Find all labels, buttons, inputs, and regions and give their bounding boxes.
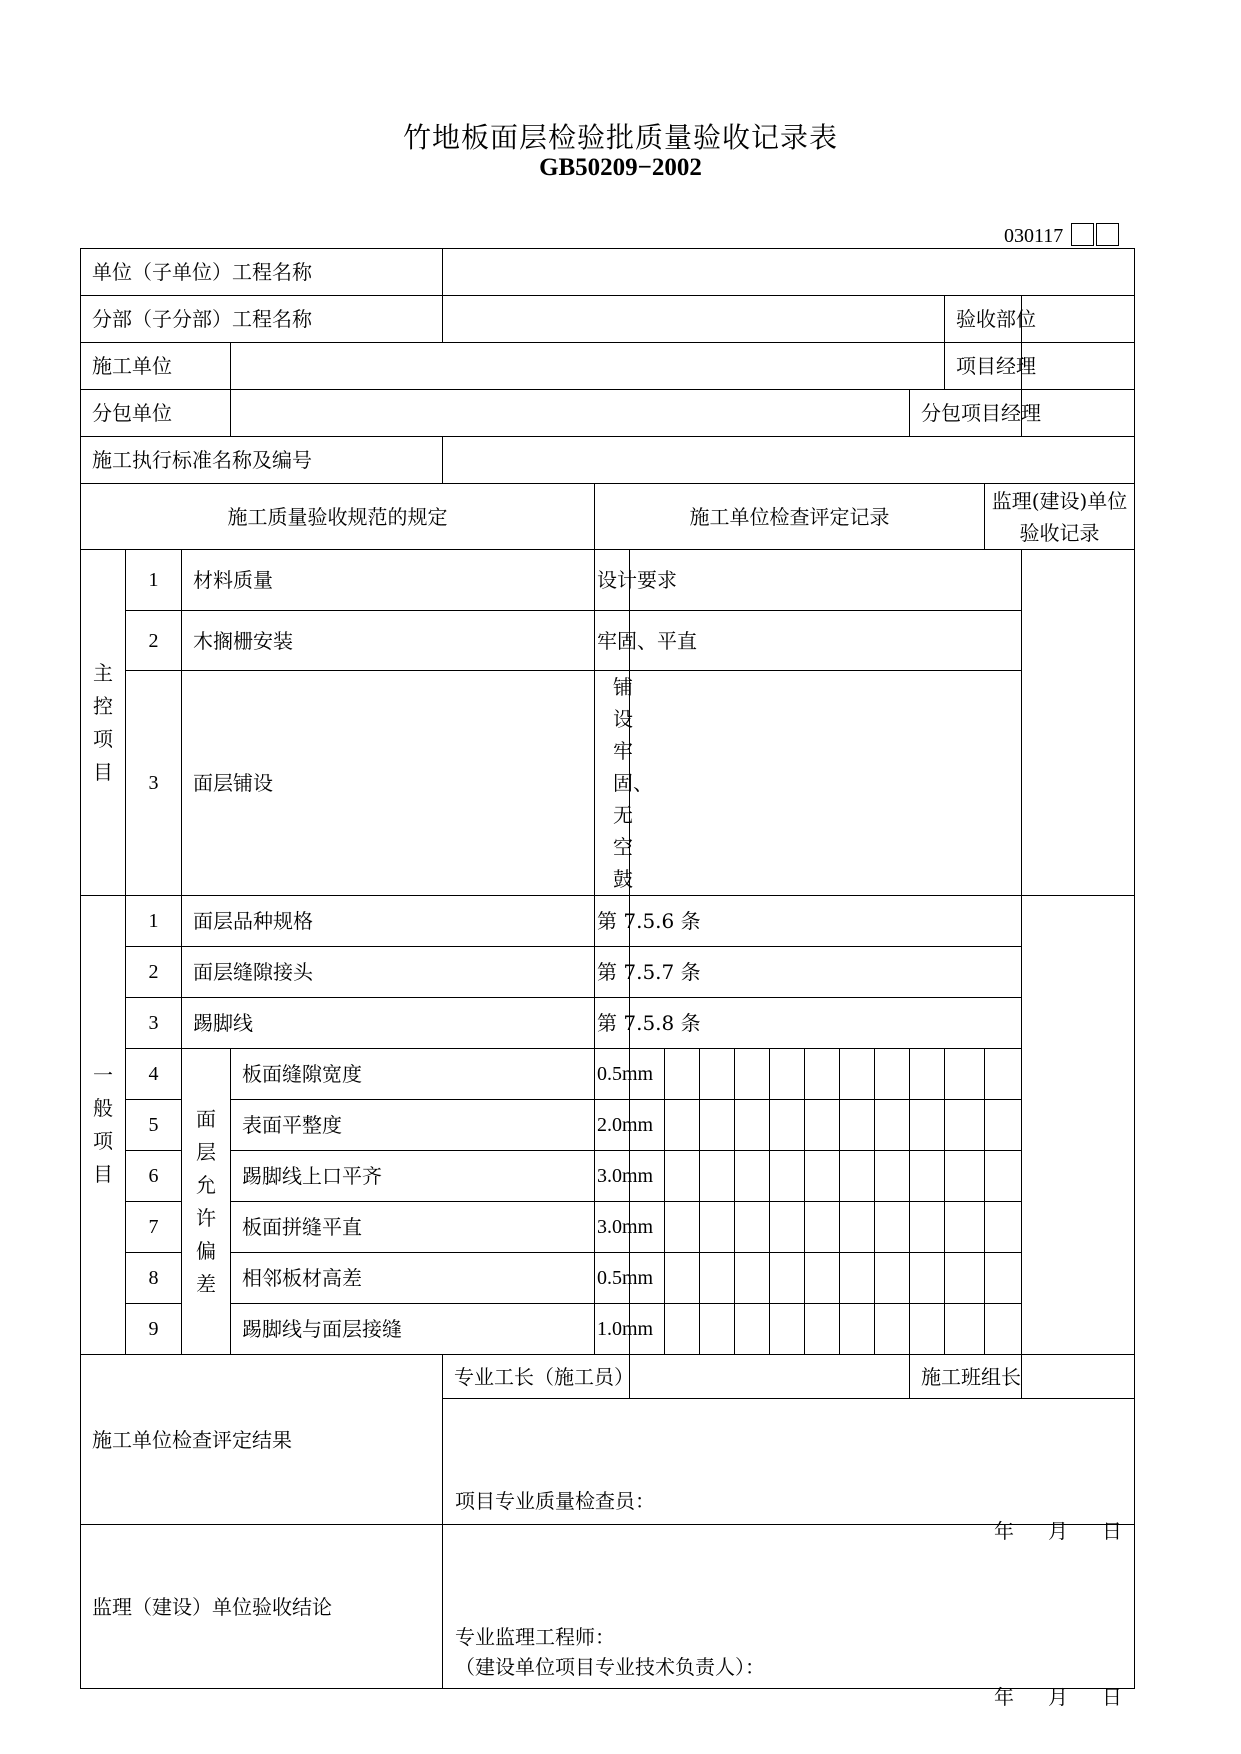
measure-cell[interactable] <box>875 1151 910 1202</box>
subcontract-manager-label: 分包项目经理 <box>910 390 1022 437</box>
tolerance-label: 面层允许偏差 <box>196 1106 216 1296</box>
main-item-1-record[interactable] <box>630 550 1022 611</box>
conclusion-month: 月 <box>1048 1685 1069 1709</box>
measure-cell[interactable] <box>700 1100 735 1151</box>
tolerance-item-8-req: 0.5mm <box>595 1253 630 1304</box>
form-code: 030117 <box>1004 225 1064 247</box>
measure-cell[interactable] <box>945 1202 985 1253</box>
measure-cell[interactable] <box>875 1304 910 1355</box>
measure-cell[interactable] <box>985 1304 1022 1355</box>
general-item-2-req: 第 7.5.7 条 <box>595 947 630 998</box>
engineer-label: 专业监理工程师： <box>455 1625 615 1649</box>
measure-cell[interactable] <box>945 1304 985 1355</box>
measure-cell[interactable] <box>735 1100 770 1151</box>
measure-cell[interactable] <box>770 1049 805 1100</box>
measure-cell[interactable] <box>840 1151 875 1202</box>
measure-cell[interactable] <box>945 1049 985 1100</box>
tolerance-item-6-name: 踢脚线上口平齐 <box>231 1151 595 1202</box>
measure-cell[interactable] <box>735 1304 770 1355</box>
conclusion-label: 监理（建设）单位验收结论 <box>81 1525 443 1689</box>
general-item-1-req: 第 7.5.6 条 <box>595 896 630 947</box>
measure-cell[interactable] <box>985 1151 1022 1202</box>
measure-cell[interactable] <box>840 1049 875 1100</box>
measure-cell[interactable] <box>770 1202 805 1253</box>
measure-cell[interactable] <box>840 1253 875 1304</box>
main-item-1-no: 1 <box>126 550 182 611</box>
measure-cell[interactable] <box>665 1202 700 1253</box>
tolerance-label-cell <box>182 1049 231 1355</box>
measure-cell[interactable] <box>945 1100 985 1151</box>
main-item-2-req: 牢固、平直 <box>595 611 630 671</box>
tolerance-item-7-no: 7 <box>126 1202 182 1253</box>
measure-cell[interactable] <box>840 1202 875 1253</box>
construction-unit-label: 施工单位 <box>81 343 231 390</box>
main-item-3-name: 面层铺设 <box>182 671 595 896</box>
main-item-1-req: 设计要求 <box>595 550 630 611</box>
tolerance-item-5-name: 表面平整度 <box>231 1100 595 1151</box>
measure-cell[interactable] <box>700 1151 735 1202</box>
measure-cell[interactable] <box>735 1253 770 1304</box>
measure-cell[interactable] <box>805 1100 840 1151</box>
measure-cell[interactable] <box>735 1049 770 1100</box>
spec-column-header: 施工质量验收规范的规定 <box>81 484 595 550</box>
measure-cell[interactable] <box>665 1100 700 1151</box>
measure-cell[interactable] <box>985 1202 1022 1253</box>
tolerance-item-4-name: 板面缝隙宽度 <box>231 1049 595 1100</box>
main-item-1-name: 材料质量 <box>182 550 595 611</box>
conclusion-signature-area[interactable] <box>443 1525 1135 1709</box>
unit-project-value[interactable] <box>443 249 1135 296</box>
measure-cell[interactable] <box>910 1304 945 1355</box>
general-label: 一般项目 <box>93 1063 113 1186</box>
measure-cell[interactable] <box>805 1253 840 1304</box>
measure-cell[interactable] <box>875 1202 910 1253</box>
form-number-box-2[interactable] <box>1096 223 1119 246</box>
tolerance-item-4-no: 4 <box>126 1049 182 1100</box>
measure-cell[interactable] <box>910 1253 945 1304</box>
form-number-box-1[interactable] <box>1071 223 1094 246</box>
tolerance-item-8-name: 相邻板材高差 <box>231 1253 595 1304</box>
team-leader-label: 施工班组长 <box>910 1355 1022 1399</box>
measure-cell[interactable] <box>700 1304 735 1355</box>
main-control-label-cell <box>81 550 126 896</box>
check-record-column-header: 施工单位检查评定记录 <box>595 484 985 550</box>
foreman-value[interactable] <box>630 1355 910 1399</box>
measure-cell[interactable] <box>910 1100 945 1151</box>
main-item-3-record[interactable] <box>630 671 1022 896</box>
standard-code: GB50209−2002 <box>539 154 702 181</box>
standard-value[interactable] <box>443 437 1135 484</box>
measure-cell[interactable] <box>910 1202 945 1253</box>
subcontract-unit-value[interactable] <box>231 390 910 437</box>
tolerance-item-6-req: 3.0mm <box>595 1151 630 1202</box>
team-leader-value[interactable] <box>1022 1355 1135 1399</box>
foreman-label: 专业工长（施工员） <box>443 1355 630 1399</box>
measure-cell[interactable] <box>700 1202 735 1253</box>
measure-cell[interactable] <box>875 1100 910 1151</box>
general-item-3-name: 踢脚线 <box>182 998 595 1049</box>
standard-label: 施工执行标准名称及编号 <box>81 437 443 484</box>
measure-cell[interactable] <box>985 1253 1022 1304</box>
tolerance-item-5-no: 5 <box>126 1100 182 1151</box>
subcontract-unit-label: 分包单位 <box>81 390 231 437</box>
main-item-3-req: 铺设牢固、无空鼓 <box>595 671 630 896</box>
measure-cell[interactable] <box>875 1049 910 1100</box>
conclusion-day: 日 <box>1102 1685 1123 1709</box>
measure-cell[interactable] <box>700 1253 735 1304</box>
tolerance-item-9-name: 踢脚线与面层接缝 <box>231 1304 595 1355</box>
form-title: 竹地板面层检验批质量验收记录表 <box>402 121 838 154</box>
general-item-2-no: 2 <box>126 947 182 998</box>
inspector-label: 项目专业质量检查员： <box>455 1489 655 1513</box>
tolerance-item-9-req: 1.0mm <box>595 1304 630 1355</box>
tolerance-item-5-req: 2.0mm <box>595 1100 630 1151</box>
measure-cell[interactable] <box>985 1100 1022 1151</box>
measure-cell[interactable] <box>770 1253 805 1304</box>
measure-cell[interactable] <box>665 1049 700 1100</box>
owner-label: （建设单位项目专业技术负责人）： <box>455 1655 765 1679</box>
measure-cell[interactable] <box>840 1100 875 1151</box>
general-item-1-no: 1 <box>126 896 182 947</box>
measure-cell[interactable] <box>985 1049 1022 1100</box>
measure-cell[interactable] <box>945 1253 985 1304</box>
tolerance-item-6-no: 6 <box>126 1151 182 1202</box>
conclusion-date <box>994 1682 1122 1712</box>
measure-cell[interactable] <box>945 1151 985 1202</box>
tolerance-item-9-no: 9 <box>126 1304 182 1355</box>
tolerance-item-4-req: 0.5mm <box>595 1049 630 1100</box>
tolerance-item-8-no: 8 <box>126 1253 182 1304</box>
main-control-label: 主控项目 <box>93 660 113 784</box>
main-item-2-no: 2 <box>126 611 182 671</box>
project-manager-label: 项目经理 <box>945 343 1022 390</box>
general-item-3-no: 3 <box>126 998 182 1049</box>
result-day: 日 <box>1102 1519 1123 1543</box>
measure-cell[interactable] <box>665 1304 700 1355</box>
measure-cell[interactable] <box>875 1253 910 1304</box>
general-item-3-req: 第 7.5.8 条 <box>595 998 630 1049</box>
measure-cell[interactable] <box>805 1304 840 1355</box>
measure-cell[interactable] <box>805 1151 840 1202</box>
measure-cell[interactable] <box>700 1049 735 1100</box>
conclusion-year: 年 <box>994 1685 1015 1709</box>
result-month: 月 <box>1048 1519 1069 1543</box>
tolerance-item-7-name: 板面拼缝平直 <box>231 1202 595 1253</box>
measure-cell[interactable] <box>770 1151 805 1202</box>
result-year: 年 <box>994 1519 1015 1543</box>
measure-cell[interactable] <box>805 1049 840 1100</box>
sub-project-label: 分部（子分部）工程名称 <box>81 296 443 343</box>
acceptance-part-value[interactable] <box>1022 296 1135 343</box>
unit-project-label: 单位（子单位）工程名称 <box>81 249 443 296</box>
measure-cell[interactable] <box>665 1151 700 1202</box>
sub-project-value[interactable] <box>443 296 945 343</box>
main-item-2-name: 木搁栅安装 <box>182 611 595 671</box>
measure-cell[interactable] <box>665 1253 700 1304</box>
measure-cell[interactable] <box>770 1304 805 1355</box>
construction-unit-value[interactable] <box>231 343 945 390</box>
measure-cell[interactable] <box>840 1304 875 1355</box>
measure-cell[interactable] <box>770 1100 805 1151</box>
form-number <box>1004 219 1119 246</box>
tolerance-item-7-req: 3.0mm <box>595 1202 630 1253</box>
result-signature-area[interactable] <box>443 1399 1135 1543</box>
measure-cell[interactable] <box>735 1202 770 1253</box>
general-label-cell <box>81 896 126 1355</box>
measure-cell[interactable] <box>910 1151 945 1202</box>
measure-cell[interactable] <box>805 1202 840 1253</box>
general-supervision-record[interactable] <box>1022 896 1135 1355</box>
inspection-table <box>80 248 1135 1709</box>
main-supervision-record[interactable] <box>1022 550 1135 896</box>
measure-cell[interactable] <box>735 1151 770 1202</box>
general-item-2-name: 面层缝隙接头 <box>182 947 595 998</box>
general-item-1-name: 面层品种规格 <box>182 896 595 947</box>
supervision-record-column-header: 监理(建设)单位验收记录 <box>985 484 1135 550</box>
project-manager-value[interactable] <box>1022 343 1135 390</box>
result-label: 施工单位检查评定结果 <box>81 1355 443 1525</box>
measure-cell[interactable] <box>910 1049 945 1100</box>
acceptance-part-label: 验收部位 <box>945 296 1022 343</box>
main-item-3-no: 3 <box>126 671 182 896</box>
